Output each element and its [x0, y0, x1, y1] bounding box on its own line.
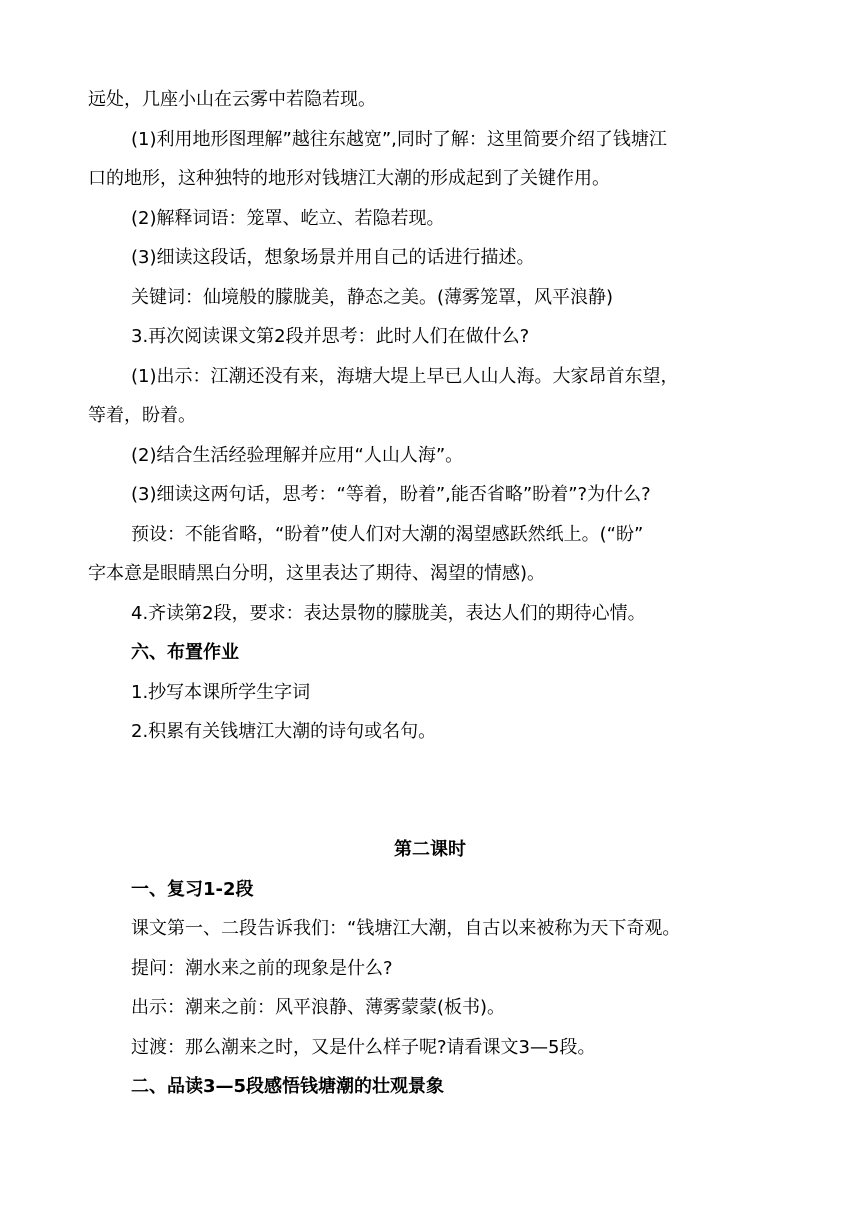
text-line: 4.齐读第2段，要求：表达景物的朦胧美，表达人们的期待心情。 — [131, 603, 646, 624]
text-line: (1)利用地形图理解”越往东越宽”,同时了解：这里简要介绍了钱塘江 — [131, 129, 667, 150]
section-heading: 二、品读3—5段感悟钱塘潮的壮观景象 — [131, 1076, 445, 1097]
text-line: 字本意是眼睛黑白分明，这里表达了期待、渴望的情感)。 — [88, 563, 546, 584]
text-line: 出示：潮来之前：风平浪静、薄雾蒙蒙(板书)。 — [131, 997, 506, 1018]
text-line: (2)结合生活经验理解并应用“人山人海”。 — [131, 445, 464, 466]
section-heading: 一、复习1-2段 — [131, 879, 254, 900]
text-line: 2.积累有关钱塘江大潮的诗句或名句。 — [131, 721, 437, 742]
text-line: 课文第一、二段告诉我们：“钱塘江大潮，自古以来被称为天下奇观。 — [131, 918, 681, 939]
text-line: 3.再次阅读课文第2段并思考：此时人们在做什么? — [131, 326, 530, 347]
text-line: 远处，几座小山在云雾中若隐若现。 — [88, 89, 376, 110]
text-line: (1)出示：江潮还没有来，海塘大堤上早已人山人海。大家昂首东望， — [131, 366, 679, 387]
text-line: 口的地形，这种独特的地形对钱塘江大潮的形成起到了关键作用。 — [88, 168, 610, 189]
text-line: 等着，盼着。 — [88, 405, 196, 426]
text-line: 提问：潮水来之前的现象是什么? — [131, 958, 393, 979]
section-heading: 六、布置作业 — [131, 642, 239, 663]
text-line: 过渡：那么潮来之时，又是什么样子呢?请看课文3—5段。 — [131, 1037, 596, 1058]
lesson-title: 第二课时 — [394, 839, 466, 860]
text-line: 预设：不能省略，“盼着”使人们对大潮的渴望感跃然纸上。(“盼” — [131, 524, 644, 545]
text-line: (2)解释词语：笼罩、屹立、若隐若现。 — [131, 208, 445, 229]
text-line: 关键词：仙境般的朦胧美，静态之美。(薄雾笼罩，风平浪静) — [131, 287, 614, 308]
text-line: 1.抄写本课所学生字词 — [131, 682, 311, 703]
text-line: (3)细读这两句话，思考：“等着，盼着”,能否省略”盼着”?为什么? — [131, 484, 651, 505]
text-line: (3)细读这段话，想象场景并用自己的话进行描述。 — [131, 247, 535, 268]
